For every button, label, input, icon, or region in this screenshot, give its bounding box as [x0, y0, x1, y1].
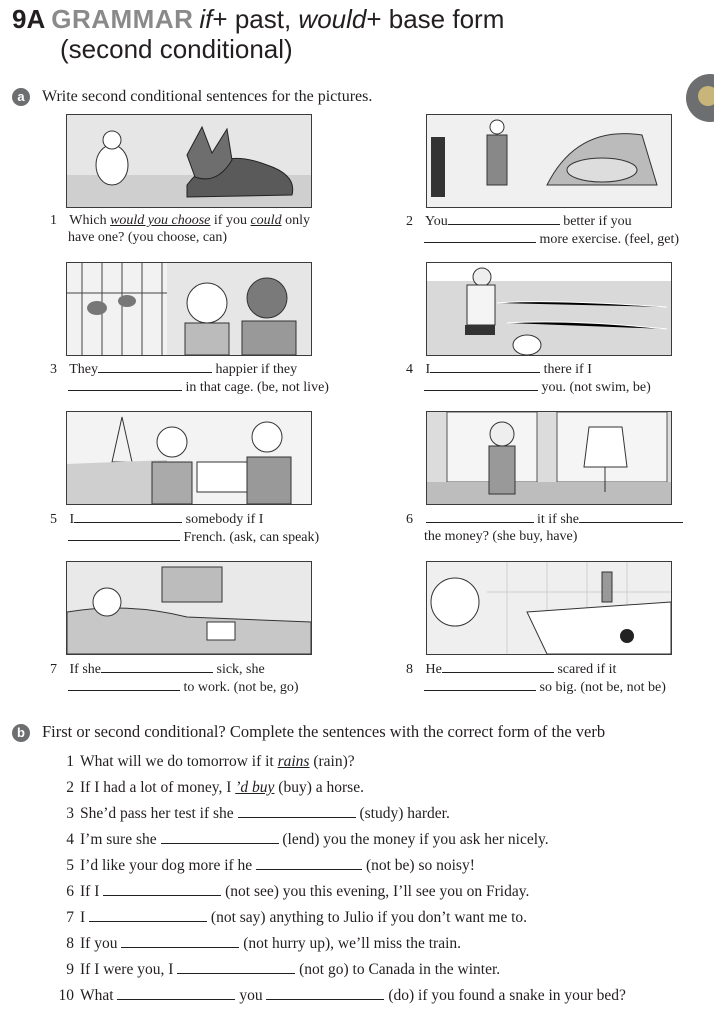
page-title	[12, 4, 692, 64]
text: You	[424, 214, 448, 229]
example-answer: could	[250, 213, 282, 228]
text: (study) harder.	[359, 805, 450, 822]
exercise-b-badge: b	[12, 724, 30, 742]
text: If I had a lot of money, I	[80, 779, 232, 796]
exercise-b-instruction: First or second conditional? Complete the sentences with the correct form of the verb	[42, 722, 606, 741]
shop-window-picture-icon	[426, 411, 672, 505]
answer-blank[interactable]	[424, 230, 536, 243]
exercise-b-sentence-2	[52, 778, 364, 798]
answer-blank[interactable]	[101, 660, 213, 673]
answer-blank[interactable]	[121, 935, 239, 948]
title-plus-base: + base form	[366, 4, 505, 34]
item-number: 2	[66, 779, 74, 796]
text: there if I	[543, 362, 592, 377]
text: better if you	[563, 214, 632, 229]
text: sick, she	[216, 662, 265, 677]
title-plus-past: + past,	[212, 4, 292, 34]
unit-code: 9A	[12, 4, 46, 34]
text: (not be) so noisy!	[365, 857, 475, 874]
text: (rain)?	[313, 753, 355, 770]
exercise-a-item-6	[406, 510, 696, 545]
item-number: 10	[58, 987, 74, 1004]
text: I	[80, 909, 86, 926]
text: only	[285, 213, 310, 228]
exercise-a-instruction: Write second conditional sentences for the pictures.	[42, 88, 373, 105]
text: They	[69, 362, 99, 377]
paris-tourists-picture-icon	[66, 411, 312, 505]
exercise-b-sentence-4	[52, 830, 549, 850]
item-number: 8	[406, 662, 413, 677]
example-answer: ’d buy	[235, 779, 275, 796]
text: (do) if you found a snake in your bed?	[388, 987, 626, 1004]
exercise-a-item-1	[50, 212, 340, 246]
text: French. (ask, can speak)	[183, 530, 320, 545]
exercise-a-item-5	[50, 510, 340, 546]
text: I	[69, 512, 75, 527]
answer-blank[interactable]	[89, 909, 207, 922]
answer-blank[interactable]	[579, 510, 683, 523]
page-corner-inner-icon	[698, 86, 714, 106]
text: happier if they	[215, 362, 298, 377]
answer-blank[interactable]	[238, 805, 356, 818]
text: have one? (you choose, can)	[68, 230, 227, 245]
exercise-b-sentence-3	[52, 804, 450, 824]
answer-blank[interactable]	[256, 857, 362, 870]
text: What will we do tomorrow if it	[80, 753, 274, 770]
item-number: 3	[66, 805, 74, 822]
item-number: 4	[66, 831, 74, 848]
text: If you	[80, 935, 118, 952]
text: scared if it	[557, 662, 617, 677]
answer-blank[interactable]	[68, 378, 182, 391]
answer-blank[interactable]	[442, 660, 554, 673]
answer-blank[interactable]	[161, 831, 279, 844]
text: you. (not swim, be)	[541, 380, 651, 395]
text: I’d like your dog more if he	[80, 857, 253, 874]
answer-blank[interactable]	[103, 883, 221, 896]
item-number: 2	[406, 214, 413, 229]
text: (buy) a horse.	[278, 779, 364, 796]
answer-blank[interactable]	[68, 528, 180, 541]
text: (not go) to Canada in the winter.	[299, 961, 501, 978]
title-would: would	[298, 4, 367, 34]
answer-blank[interactable]	[177, 961, 295, 974]
exercise-b-sentence-6	[52, 882, 529, 902]
exercise-a-item-2	[406, 212, 696, 248]
exercise-b-sentence-5	[52, 856, 475, 876]
text: (not see) you this evening, I’ll see you on Friday.	[225, 883, 530, 900]
exercise-a-item-3	[50, 360, 340, 396]
text: (not say) anything to Julio if you don’t want me to.	[210, 909, 528, 926]
title-if: if	[199, 4, 213, 34]
couch-picture-icon	[426, 114, 672, 208]
item-number: 5	[66, 857, 74, 874]
spider-bath-picture-icon	[426, 561, 672, 655]
text: I’m sure she	[80, 831, 157, 848]
sick-in-bed-picture-icon	[66, 561, 312, 655]
answer-blank[interactable]	[426, 510, 534, 523]
answer-blank[interactable]	[430, 360, 540, 373]
text: to work. (not be, go)	[183, 680, 299, 695]
item-number: 9	[66, 961, 74, 978]
text: He	[425, 662, 442, 677]
answer-blank[interactable]	[74, 510, 182, 523]
answer-blank[interactable]	[68, 678, 180, 691]
exercise-b-header	[12, 722, 605, 742]
answer-blank[interactable]	[424, 678, 536, 691]
exercise-b-sentence-8	[52, 934, 461, 954]
text: If I were you, I	[80, 961, 174, 978]
section-label: GRAMMAR	[51, 4, 194, 34]
text: the money? (she buy, have)	[424, 529, 578, 544]
exercise-b-sentence-1	[52, 752, 355, 772]
title-line2: (second conditional)	[60, 34, 293, 64]
item-number: 8	[66, 935, 74, 952]
exercise-a-item-7	[50, 660, 340, 696]
answer-blank[interactable]	[448, 212, 560, 225]
item-number: 7	[66, 909, 74, 926]
text: I	[425, 362, 431, 377]
text: If she	[69, 662, 101, 677]
item-number: 1	[50, 213, 57, 228]
answer-blank[interactable]	[266, 987, 384, 1000]
text: more exercise. (feel, get)	[539, 232, 680, 247]
item-number: 3	[50, 362, 57, 377]
text: (lend) you the money if you ask her nicely.	[282, 831, 549, 848]
beach-picture-icon	[426, 262, 672, 356]
text: (not hurry up), we’ll miss the train.	[243, 935, 462, 952]
text: Which	[69, 213, 107, 228]
item-number: 5	[50, 512, 57, 527]
exercise-b-sentence-10	[52, 986, 626, 1006]
text: She’d pass her test if she	[80, 805, 234, 822]
exercise-a-item-4	[406, 360, 696, 396]
item-number: 7	[50, 662, 57, 677]
text: you	[239, 987, 263, 1004]
text: What	[80, 987, 114, 1004]
text: in that cage. (be, not live)	[185, 380, 329, 395]
caged-birds-picture-icon	[66, 262, 312, 356]
answer-blank[interactable]	[98, 360, 212, 373]
item-number: 6	[406, 512, 413, 527]
text: so big. (not be, not be)	[539, 680, 666, 695]
exercise-a-header	[12, 88, 372, 106]
exercise-a-item-8	[406, 660, 696, 696]
exercise-b-sentence-7	[52, 908, 527, 928]
exercise-b-sentence-9	[52, 960, 500, 980]
dog-picture-icon	[66, 114, 312, 208]
text: it if she	[537, 512, 579, 527]
answer-blank[interactable]	[117, 987, 235, 1000]
exercise-a-badge: a	[12, 88, 30, 106]
text: somebody if I	[185, 512, 264, 527]
item-number: 1	[66, 753, 74, 770]
example-answer: rains	[277, 753, 310, 770]
text: If I	[80, 883, 100, 900]
answer-blank[interactable]	[424, 378, 538, 391]
text: if you	[213, 213, 247, 228]
item-number: 4	[406, 362, 413, 377]
item-number: 6	[66, 883, 74, 900]
example-answer: would you choose	[110, 213, 211, 228]
